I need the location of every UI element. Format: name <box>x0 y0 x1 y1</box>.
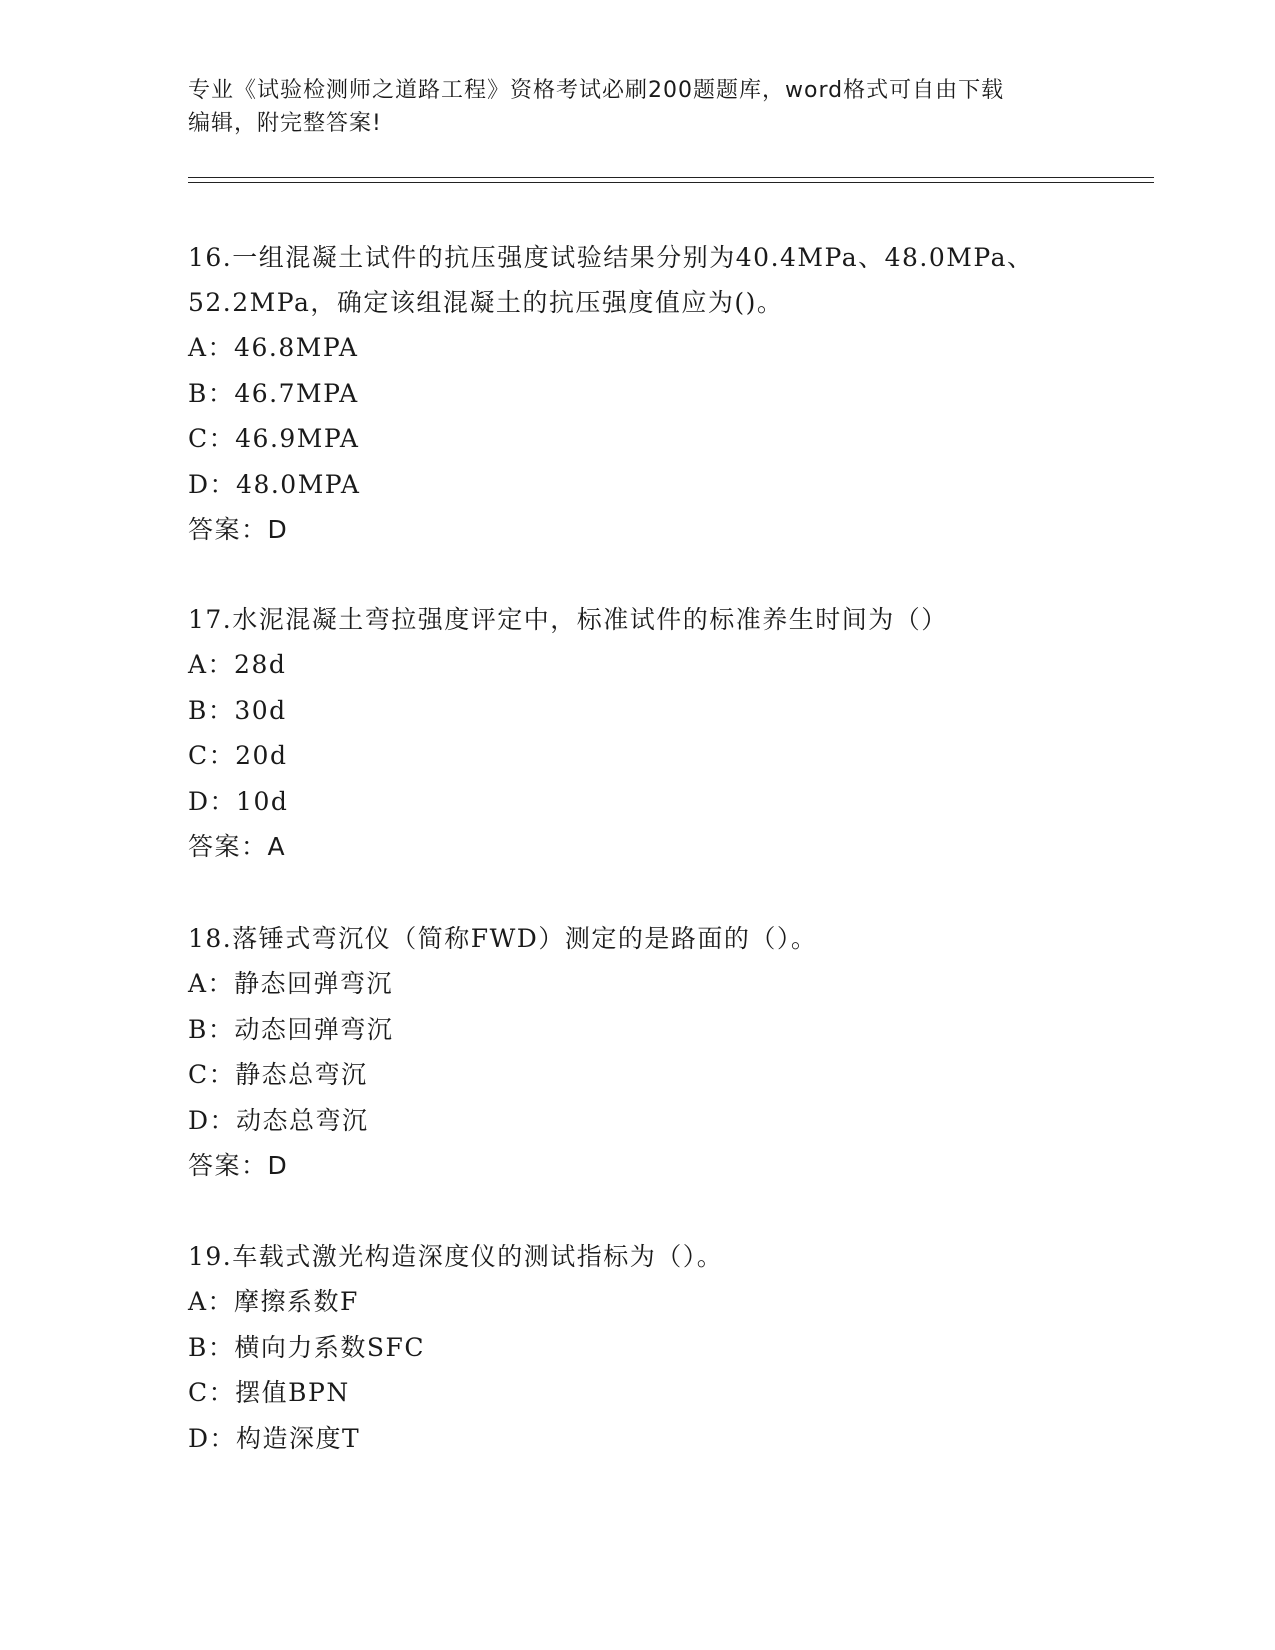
question-text: 16.一组混凝土试件的抗压强度试验结果分别为40.4MPa、48.0MPa、 <box>188 243 1034 272</box>
question-17 <box>188 597 1088 870</box>
answer: 答案：A <box>188 832 287 861</box>
option-b: B：30d <box>188 695 287 725</box>
header-line-2: 编辑，附完整答案! <box>188 111 382 136</box>
option-d: D：构造深度T <box>188 1423 361 1453</box>
question-text: 18.落锤式弯沉仪（简称FWD）测定的是路面的（）。 <box>188 924 818 953</box>
option-d: D：48.0MPA <box>188 469 361 499</box>
document-header <box>188 74 1088 140</box>
question-18 <box>188 916 1088 1189</box>
option-d: D：动态总弯沉 <box>188 1105 369 1135</box>
option-c: C：摆值BPN <box>188 1378 350 1407</box>
option-b: B：横向力系数SFC <box>188 1332 425 1362</box>
option-a: A：28d <box>188 650 287 679</box>
answer: 答案：D <box>188 1151 289 1180</box>
option-a: A：摩擦系数F <box>188 1287 359 1316</box>
option-c: C：20d <box>188 741 288 770</box>
question-text: 17.水泥混凝土弯拉强度评定中，标准试件的标准养生时间为（） <box>188 605 948 634</box>
option-c: C：静态总弯沉 <box>188 1060 368 1089</box>
question-16 <box>188 235 1088 553</box>
option-b: B：46.7MPA <box>188 378 359 408</box>
answer: 答案：D <box>188 515 289 544</box>
question-19 <box>188 1234 1088 1461</box>
header-rule-bottom <box>188 182 1154 183</box>
header-rule-top <box>188 177 1154 178</box>
option-a: A：46.8MPA <box>188 333 359 362</box>
option-b: B：动态回弹弯沉 <box>188 1014 394 1044</box>
header-line-1: 专业《试验检测师之道路工程》资格考试必刷200题题库，word格式可自由下载 <box>188 78 1005 103</box>
option-c: C：46.9MPA <box>188 424 360 453</box>
option-d: D：10d <box>188 786 289 816</box>
question-text-continued: 52.2MPa，确定该组混凝土的抗压强度值应为()。 <box>188 288 784 317</box>
question-text: 19.车载式激光构造深度仪的测试指标为（）。 <box>188 1242 724 1271</box>
option-a: A：静态回弹弯沉 <box>188 969 394 998</box>
